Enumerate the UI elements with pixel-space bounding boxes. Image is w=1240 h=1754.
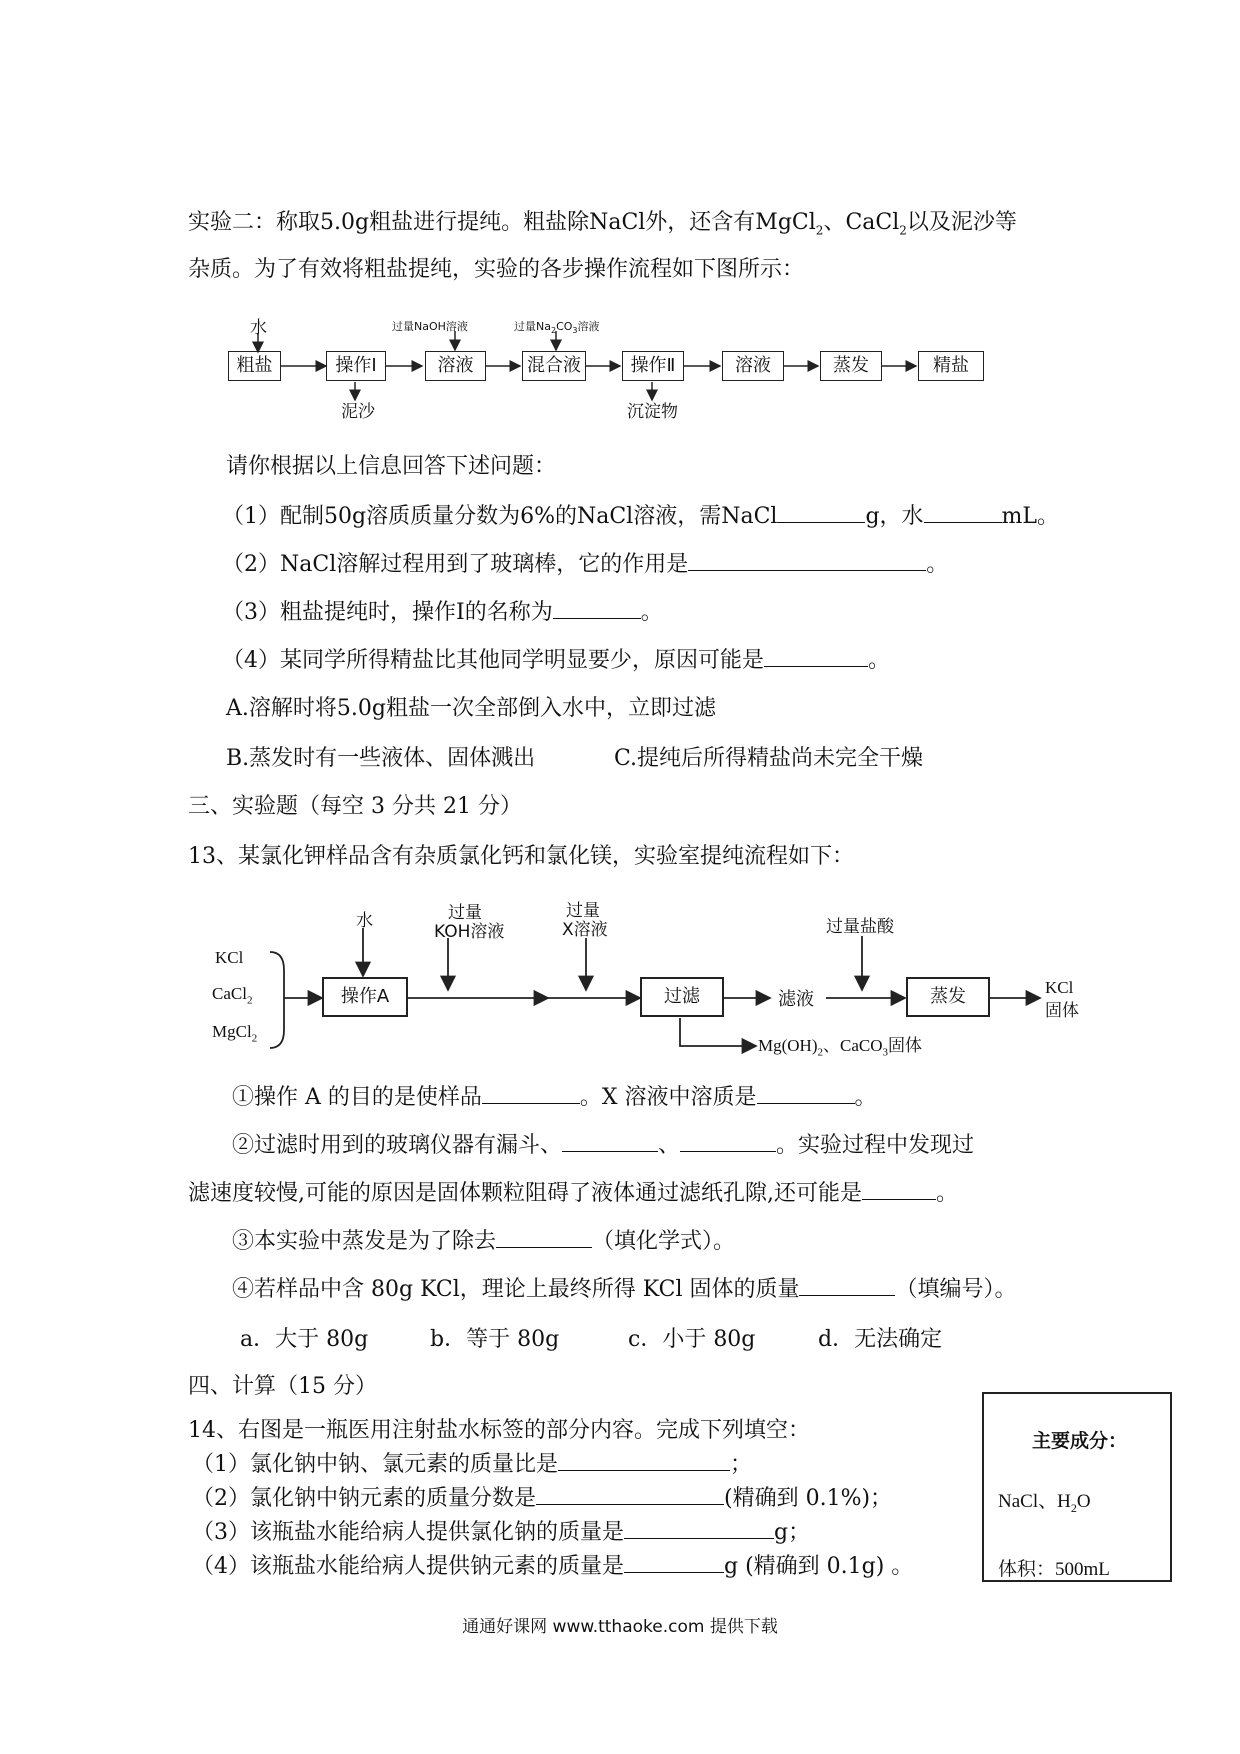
flow2-water: 水	[356, 911, 373, 931]
t: 。实验过程中发现过	[776, 1133, 975, 1158]
q4-text-b: 。	[868, 648, 891, 673]
choice-c: c．小于 80g	[628, 1327, 756, 1352]
flow2-kcl-out-2: 固体	[1045, 1001, 1079, 1021]
flow1-box-op2: 操作Ⅱ	[622, 351, 684, 381]
option-a: A.溶解时将5.0g粗盐一次全部倒入水中，立即过滤	[226, 696, 716, 721]
t: （1）氯化钠中钠、氯元素的质量比是	[192, 1452, 558, 1477]
t: （3）该瓶盐水能给病人提供氯化钠的质量是	[192, 1520, 624, 1545]
q2-text: （2）NaCl溶解过程用到了玻璃棒，它的作用是	[222, 552, 689, 577]
t: 。X 溶液中溶质是	[579, 1085, 757, 1110]
flow2-koh-1: 过量	[448, 903, 482, 923]
answer-blank[interactable]	[562, 1129, 658, 1152]
flow2-x-2: X溶液	[562, 920, 608, 940]
q4-text: （4）某同学所得精盐比其他同学明显要少，原因可能是	[222, 648, 764, 673]
label-title: 主要成分：	[1032, 1430, 1128, 1452]
section-3-heading: 三、实验题（每空 3 分共 21 分）	[188, 794, 522, 819]
t: MgCl	[212, 1022, 252, 1041]
flow1-box-op1: 操作Ⅰ	[326, 351, 386, 381]
subq-2-cont	[188, 1177, 958, 1209]
t: 溶液	[577, 320, 600, 333]
flow2-kcl: KCl	[215, 948, 244, 967]
sub: 3	[882, 1046, 888, 1059]
t: g；	[774, 1520, 811, 1545]
t: 滤速度较慢,可能的原因是固体颗粒阻碍了液体通过滤纸孔隙,还可能是	[188, 1181, 862, 1206]
flow1-box-solution2: 溶液	[722, 351, 784, 381]
t: 固体	[888, 1036, 922, 1056]
choice-b: b．等于 80g	[430, 1327, 560, 1352]
question-intro: 请你根据以上信息回答下述问题：	[226, 454, 557, 479]
t: 、CaCO	[823, 1036, 883, 1055]
t: （2）氯化钠中钠元素的质量分数是	[192, 1486, 536, 1511]
label-components	[998, 1486, 1091, 1516]
sub: 2	[1070, 1500, 1077, 1515]
sub: 2	[815, 223, 824, 238]
t: (精确到 0.1%)；	[724, 1486, 893, 1511]
calc-1	[192, 1448, 752, 1480]
t: ②过滤时用到的玻璃仪器有漏斗、	[232, 1133, 563, 1158]
sub: 2	[817, 1046, 823, 1059]
sub: 3	[572, 326, 578, 336]
t: 。	[936, 1181, 959, 1206]
flow2-box-evaporate: 蒸发	[906, 977, 990, 1017]
t: 。	[854, 1085, 877, 1110]
answer-blank[interactable]	[680, 1129, 776, 1152]
answer-blank[interactable]	[624, 1516, 774, 1539]
q1-text-b: g，水	[865, 504, 924, 529]
t: ③本实验中蒸发是为了除去	[232, 1229, 497, 1254]
t: Mg(OH)	[758, 1036, 818, 1055]
subq-3	[232, 1225, 735, 1257]
t: NaCl、H	[998, 1491, 1071, 1512]
subq-4	[232, 1273, 1017, 1305]
option-b: B.蒸发时有一些液体、固体溅出	[226, 746, 536, 771]
answer-blank[interactable]	[482, 1081, 580, 1104]
sub: 2	[251, 1032, 258, 1045]
t: （4）该瓶盐水能给病人提供钠元素的质量是	[192, 1554, 624, 1579]
section-4-heading: 四、计算（15 分）	[188, 1374, 377, 1399]
q2-text-b: 。	[926, 552, 949, 577]
subq-1	[232, 1081, 877, 1113]
t: CaCl	[212, 984, 247, 1003]
answer-blank[interactable]	[496, 1225, 592, 1248]
flow2-hcl: 过量盐酸	[826, 917, 894, 937]
flow1-precipitate: 沉淀物	[627, 402, 678, 422]
calc-4	[192, 1550, 913, 1582]
choice-a: a．大于 80g	[240, 1327, 369, 1352]
label-volume: 体积：500mL	[998, 1559, 1110, 1578]
flow2-cacl2	[212, 984, 252, 1010]
flow1-box-crude-salt: 粗盐	[228, 351, 281, 381]
calc-3	[192, 1516, 810, 1548]
t: ；	[730, 1452, 753, 1477]
subq-2	[232, 1129, 974, 1161]
exp2-line2: 杂质。为了有效将粗盐提纯，实验的各步操作流程如下图所示：	[188, 257, 805, 282]
answer-blank[interactable]	[799, 1273, 895, 1296]
flow2-x-1: 过量	[566, 901, 600, 921]
q1-text-c: mL。	[1001, 504, 1060, 529]
flow2-filtrate: 滤液	[778, 989, 814, 1010]
t: g (精确到 0.1g) 。	[724, 1554, 914, 1579]
flow1-naoh: 过量NaOH溶液	[392, 320, 468, 333]
t: （填化学式）。	[592, 1229, 736, 1254]
flow1-box-mixture: 混合液	[522, 351, 586, 381]
exp2-text-b: 、CaCl	[823, 210, 900, 235]
flow1-mud: 泥沙	[341, 402, 375, 422]
t: ①操作 A 的目的是使样品	[232, 1085, 482, 1110]
answer-blank[interactable]	[624, 1550, 724, 1573]
answer-blank[interactable]	[757, 1081, 855, 1104]
flow2-solid	[758, 1036, 922, 1062]
flow1-water: 水	[250, 318, 267, 338]
flow1-box-evaporate: 蒸发	[820, 351, 882, 381]
saline-label-box	[982, 1392, 1172, 1582]
t: 、	[658, 1133, 681, 1158]
t: CO	[556, 320, 573, 333]
t: ④若样品中含 80g KCl，理论上最终所得 KCl 固体的质量	[232, 1277, 800, 1302]
flow2-mgcl2	[212, 1022, 257, 1048]
flow1-box-refined-salt: 精盐	[918, 351, 984, 381]
t: 过量Na	[514, 320, 551, 333]
exp2-text-a: 实验二：称取5.0g粗盐进行提纯。粗盐除NaCl外，还含有MgCl	[188, 210, 816, 235]
t: （填编号）。	[895, 1277, 1017, 1302]
q3-text: （3）粗盐提纯时，操作I的名称为	[222, 600, 553, 625]
t: O	[1076, 1491, 1091, 1512]
choice-d: d．无法确定	[818, 1327, 943, 1352]
option-c: C.提纯后所得精盐尚未完全干燥	[614, 746, 924, 771]
sub: 2	[550, 326, 557, 336]
flow2-koh-2: KOH溶液	[434, 922, 505, 942]
flow2-kcl-out-1: KCl	[1045, 978, 1074, 997]
calc-2	[192, 1482, 892, 1514]
answer-blank[interactable]	[862, 1177, 936, 1200]
question-13: 13、某氯化钾样品含有杂质氯化钙和氯化镁，实验室提纯流程如下：	[188, 844, 854, 869]
question-14: 14、右图是一瓶医用注射盐水标签的部分内容。完成下列填空：	[188, 1418, 810, 1443]
q3-text-b: 。	[640, 600, 663, 625]
flow2-box-op-a: 操作A	[322, 977, 408, 1017]
flow1-box-solution: 溶液	[425, 351, 486, 381]
flow2-box-filter: 过滤	[640, 977, 724, 1017]
answer-blank[interactable]	[536, 1482, 724, 1505]
sub: 2	[899, 223, 907, 238]
q1-text: （1）配制50g溶质质量分数为6%的NaCl溶液，需NaCl	[222, 504, 778, 529]
footer: 通通好课网 www.tthaoke.com 提供下载	[462, 1617, 778, 1637]
exp2-text-c: 以及泥沙等	[906, 210, 1017, 235]
sub: 2	[246, 994, 253, 1007]
answer-blank[interactable]	[558, 1448, 730, 1471]
